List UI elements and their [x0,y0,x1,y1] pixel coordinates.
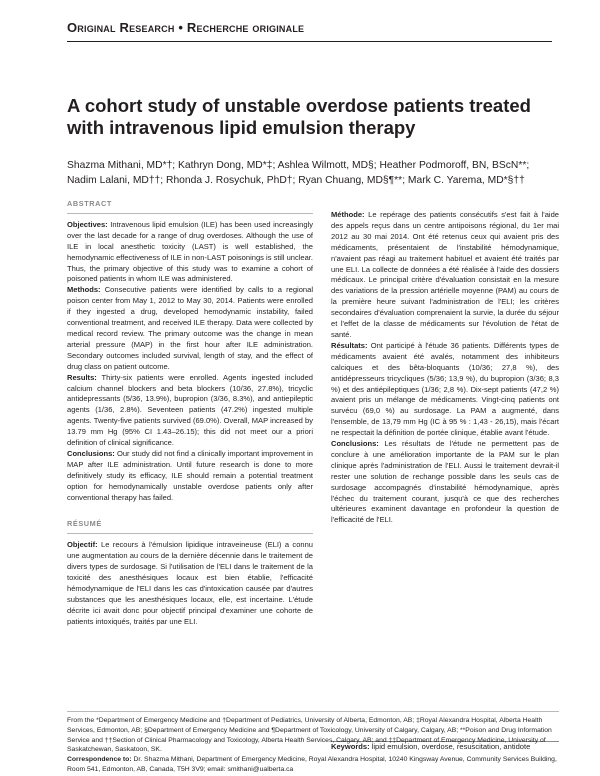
abstract-results: Results: Thirty-six patients were enrolled. Agents ingested included calcium channel blockers and beta blockers (10/36, 27.8%), tricyclic antidepressants (5/36, 13.9%), bupropion (3/36, 8.3%), and antiepileptic agents (1/36, 2.8%). Seventeen patients (47.2%) ingested multiple agents. Twenty-five patients survived (69.0%). Overall, MAP increased by 13.79 mm Hg (95% CI 1.43–26.15); this did not meet our a priori definition of clinical significance. [67,372,313,448]
abstract-heading: ABSTRACT [67,199,313,214]
correspondence: Correspondence to: Dr. Shazma Mithani, Department of Emergency Medicine, Royal Alexandra Hospital, 10240 Kingsway Avenue, Community Services Building, Room 541, Edmonton, AB, Canada, T5H 3V9; email: smithani@ualberta.ca [67,756,557,773]
section-label-en: Original Research [67,20,175,35]
author-list: Shazma Mithani, MD*†; Kathryn Dong, MD*‡; Ashlea Wilmott, MD§; Heather Podmoroff, BN, BScN**; Nadim Lalani, MD††; Rhonda J. Rosychuk, PhD†; Ryan Chuang, MD§¶**; Mark C. Yarema, MD*§†† [67,160,530,186]
abstract-column-right [331,210,559,526]
top-rule [67,41,552,42]
affiliations-rule [67,711,559,712]
resume-resultats: Résultats: Ont participé à l'étude 36 patients. Différents types de médicaments avaient été avalés, notamment des inhibiteurs calciques et des bêta-bloquants (10/36; 27,8 %), des antidépresseurs tricycliques (5/36; 13,9 %), du bupropion (3/36; 8,3 %) et des antiépileptiques (1/36; 2,8 %). Dix-sept patients (47,2 %) avaient pris un mélange de médicaments. Vingt-cinq patients ont survécu (69,0 %) au surdosage. La PAM a augmenté, dans l'ensemble, de 13,79 mm Hg (IC à 95 % : 1,43 - 26,15), mais l'écart ne respectait la définition de portée clinique, établie avant l'étude. [331,340,559,438]
section-label [67,20,304,35]
section-separator: • [178,20,184,35]
section-label-fr: Recherche originale [186,20,305,35]
abstract-conclusions: Conclusions: Our study did not find a clinically important improvement in MAP after ILE administration. Until future research is done to more definitively study its efficacy, ILE should remain a potential treatment option for hemodynamically unstable overdose patients only after conventional therapy has failed. [67,448,314,502]
abstract-methods: Methods: Consecutive patients were identified by calls to a regional poison center from May 1, 2012 to May 30, 2014. Patients were enrolled if they ingested a drug, developed hemodynamic instability, failed conventional treatment, and received ILE therapy. Data were collected by medical record review. The primary outcome was the change in mean arterial pressure (MAP) in the first hour after ILE administration. Secondary outcomes included survival, length of stay, and the effect of drug class on patient outcome. [67,285,313,371]
resume-heading: RÉSUMÉ [67,519,313,534]
resume-methode: Méthode: Le repérage des patients consécutifs s'est fait à l'aide des appels reçus dans un centre antipoisons régional, du 1er mai 2012 au 30 mai 2014. Ont été retenus ceux qui avaient pris des médicaments, présentaient de l'instabilité hémodynamique, n'avaient pas réagi au traitement habituel et avaient été traités par une ELI. La collecte de données a été réalisée à l'aide des dossiers médicaux. Le principal critère d'évaluation consistait en la mesure des variations de la pression artérielle moyenne (PAM) au cours de la première heure suivant l'administration de l'ELI; les critères secondaires d'évaluation comprenaient la survie, la durée du séjour et l'effet de la classe de médicaments sur l'évolution de l'état de santé. [331,210,559,339]
abstract-column-left [67,199,313,628]
keywords: Keywords: lipid emulsion, overdose, resuscitation, antidote [331,742,531,751]
resume-conclusions: Conclusions: Les résultats de l'étude ne permettent pas de conclure à une amélioration importante de la PAM sur le plan clinique après l'administration de l'ELI. Aussi le traitement devrait-il rester une solution de rechange possible dans les seuls cas de surdosage accompagnés d'instabilité hémodynamique, après l'échec du traitement courant, jusqu'à ce que des recherches ultérieures examinent davantage en profondeur la question de l'efficacité de l'ELI. [331,439,559,525]
abstract-objectives: Objectives: Intravenous lipid emulsion (ILE) has been used increasingly over the last decade for a range of drug overdoses. Although the use of ILE in local anesthetic toxicity (LAST) is well established, the hemodynamic effectiveness of ILE in non-LAST poisonings is still unclear. Thus, the primary objective of this study was to examine a cohort of poisoned patients in whom ILE was administered. [67,219,313,284]
article-title: A cohort study of unstable overdose patients treated with intravenous lipid emulsion therapy [67,95,531,138]
resume-objectif: Objectif: Le recours à l'émulsion lipidique intraveineuse (ELI) a connu une augmentation au cours de la dernière décennie dans le traitement de divers types de surdosage. Si l'utilisation de l'ELI dans le traitement de la toxicité des anesthésiques locaux est bien établie, l'efficacité hémodynamique de l'ELI dans les cas d'intoxication causée par d'autres substances que les anesthésiques locaux, elle, est incertaine. L'étude décrite ici avait donc pour objectif principal d'examiner une cohorte de patients intoxiqués, traités par une ELI. [67,540,313,626]
affiliations: From the *Department of Emergency Medicine and †Department of Pediatrics, University of Alberta, Edmonton, AB; ‡Royal Alexandra Hospital, Alberta Health Services, Edmonton, AB; §Department of Emergency Medicine and ¶Department of Toxicology, University of Calgary, Calgary, AB; **Poison and Drug Information Service and ††Section of Clinical Pharmacology and Toxicology, Alberta Health Services, Calgary, AB; and ‡‡Department of Emergency Medicine, University of Saskatchewan, Saskatoon, SK. [67,717,552,754]
